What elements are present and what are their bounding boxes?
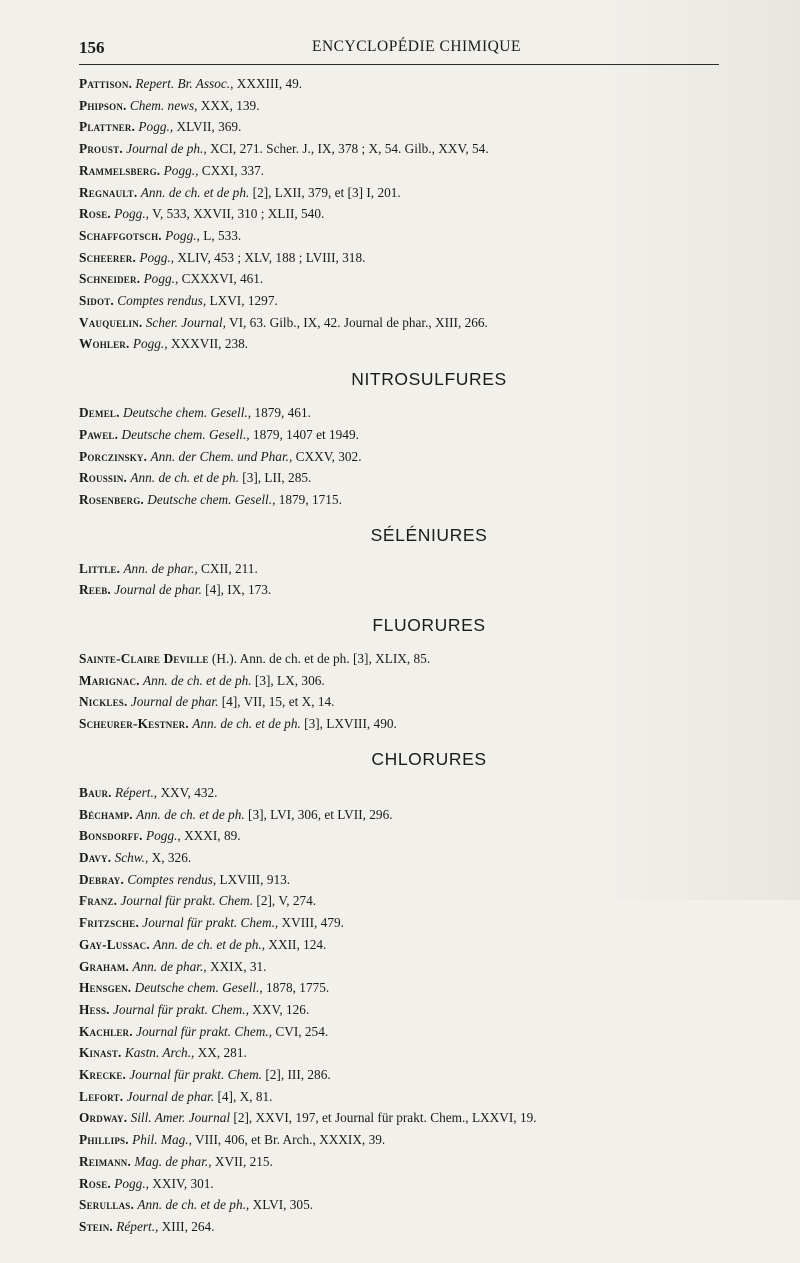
reference-entry [79, 1194, 719, 1216]
author-name: Nickles. [79, 694, 128, 710]
journal-reference: Pogg., [146, 828, 181, 844]
author-name: Baur. [79, 784, 112, 800]
reference-entry [79, 934, 719, 956]
author-name: Reimann. [79, 1153, 132, 1169]
author-name: Bonsdorff. [79, 828, 143, 844]
citation-detail: 1878, 1775. [262, 980, 330, 996]
citation-detail: (H.). Ann. de ch. et de ph. [3], XLIX, 85. [211, 651, 431, 667]
reference-entry [79, 977, 719, 999]
citation-detail: CXII, 211. [197, 560, 258, 576]
reference-entry [79, 1129, 719, 1151]
journal-reference: Pogg., [143, 271, 179, 287]
author-name: Roussin. [79, 470, 128, 486]
author-name: Little. [79, 560, 121, 576]
journal-reference: Chem. news, [129, 97, 198, 113]
author-name: Krecke. [79, 1067, 127, 1083]
page-number: 156 [79, 38, 105, 57]
section-title: NITROSULFURES [351, 369, 507, 390]
citation-detail: [2], V, 274. [253, 893, 317, 909]
journal-reference: Ann. de ch. et de ph. [136, 806, 245, 822]
author-name: Gay-Lussac. [79, 936, 150, 952]
author-name: Kachler. [79, 1023, 133, 1039]
reference-entry [79, 825, 719, 847]
reference-entry [79, 956, 719, 978]
journal-reference: Schw., [114, 849, 149, 865]
reference-entry [79, 1107, 719, 1129]
journal-reference: Deutsche chem. Gesell., [122, 405, 252, 421]
author-name: Proust. [79, 141, 123, 157]
journal-reference: Deutsche chem. Gesell., [147, 491, 276, 507]
journal-reference: Journal de phar. [114, 582, 202, 598]
author-name: Rose. [79, 206, 111, 222]
journal-reference: Journal für prakt. Chem., [136, 1023, 273, 1039]
author-name: Graham. [79, 958, 130, 974]
author-name: Stein. [79, 1218, 113, 1234]
journal-reference: Ann. de ch. et de ph. [140, 184, 250, 200]
journal-reference: Pogg., [139, 249, 175, 265]
reference-entry [79, 847, 719, 869]
author-name: Pawel. [79, 426, 119, 442]
reference-entry [79, 648, 719, 670]
citation-detail: XXIV, 301. [148, 1175, 214, 1191]
section-block [79, 73, 719, 355]
journal-reference: Pogg., [114, 1175, 149, 1191]
author-name: Kinast. [79, 1045, 122, 1061]
citation-detail: [2], III, 286. [262, 1067, 331, 1083]
citation-detail: [4], VII, 15, et X, 14. [218, 694, 335, 710]
citation-detail: [4], X, 81. [214, 1088, 273, 1104]
author-name: Sainte-Claire Deville [79, 651, 209, 667]
reference-entry [79, 160, 719, 182]
author-name: Phipson. [79, 97, 127, 113]
section-title: FLUORURES [372, 615, 486, 636]
author-name: Plattner. [79, 119, 136, 135]
journal-reference: Sill. Amer. Journal [130, 1110, 231, 1126]
author-name: Hensgen. [79, 980, 132, 996]
citation-detail: [2], LXII, 379, et [3] I, 201. [249, 184, 401, 200]
citation-detail: XXXI, 89. [180, 828, 241, 844]
reference-entry [79, 999, 719, 1021]
author-name: Wohler. [79, 336, 130, 352]
journal-reference: Pogg., [138, 119, 174, 135]
journal-reference: Ann. de ch. et de ph., [137, 1197, 250, 1213]
author-name: Regnault. [79, 184, 138, 200]
reference-entry [79, 446, 719, 468]
journal-reference: Journal de phar. [126, 1088, 215, 1104]
citation-detail: XIII, 264. [158, 1218, 215, 1234]
journal-reference: Ann. de ch. et de ph. [130, 470, 239, 486]
reference-entry [79, 268, 719, 290]
citation-detail: [2], XXVI, 197, et Journal für prakt. Chem., LXXVI, 19. [230, 1110, 537, 1126]
reference-entry [79, 1216, 719, 1238]
reference-entry [79, 182, 719, 204]
reference-entry [79, 1021, 719, 1043]
reference-entry [79, 73, 719, 95]
page [79, 36, 719, 1238]
journal-reference: Comptes rendus, [117, 293, 207, 309]
reference-entry [79, 890, 719, 912]
reference-entry [79, 579, 719, 601]
journal-reference: Mag. de phar., [134, 1153, 212, 1169]
reference-entry [79, 1042, 719, 1064]
reference-entry [79, 912, 719, 934]
citation-detail: [3], LX, 306. [251, 672, 325, 688]
reference-entry [79, 670, 719, 692]
reference-entry [79, 1173, 719, 1195]
bibliography-content [79, 73, 719, 1238]
citation-detail: V, 533, XXVII, 310 ; XLII, 540. [148, 206, 325, 222]
section-title: SÉLÉNIURES [370, 524, 488, 545]
author-name: Scheerer. [79, 249, 137, 265]
author-name: Lefort. [79, 1088, 124, 1104]
running-title: ENCYCLOPÉDIE CHIMIQUE [312, 38, 521, 55]
section-block [79, 525, 719, 601]
citation-detail: XX, 281. [194, 1045, 247, 1061]
journal-reference: Pogg., [165, 227, 200, 243]
section-block [79, 615, 719, 735]
reference-entry [79, 116, 719, 138]
citation-detail: X, 326. [148, 849, 192, 865]
author-name: Rammelsberg. [79, 162, 161, 178]
reference-entry [79, 804, 719, 826]
citation-detail: LXVI, 1297. [206, 293, 278, 309]
journal-reference: Journal für prakt. Chem. [120, 893, 254, 909]
author-name: Ordway. [79, 1110, 128, 1126]
journal-reference: Repert. Br. Assoc., [135, 76, 234, 91]
citation-detail: XLVII, 369. [173, 119, 242, 135]
author-name: Pattison. [79, 76, 133, 91]
citation-detail: XLIV, 453 ; XLV, 188 ; LVIII, 318. [174, 249, 366, 265]
journal-reference: Ann. de phar., [123, 560, 198, 576]
citation-detail: XXXVII, 238. [167, 336, 249, 352]
author-name: Fritzsche. [79, 915, 139, 931]
section-block [79, 369, 719, 511]
author-name: Sidot. [79, 293, 114, 309]
citation-detail: XXX, 139. [197, 97, 260, 113]
reference-entry [79, 333, 719, 355]
author-name: Demel. [79, 405, 120, 421]
reference-entry [79, 424, 719, 446]
journal-reference: Phil. Mag., [132, 1132, 192, 1148]
page-header [79, 36, 719, 65]
author-name: Schneider. [79, 271, 141, 287]
author-name: Reeb. [79, 582, 111, 598]
reference-entry [79, 312, 719, 334]
reference-entry [79, 95, 719, 117]
reference-entry [79, 290, 719, 312]
journal-reference: Ann. de ch. et de ph. [143, 672, 252, 688]
reference-entry [79, 691, 719, 713]
reference-entry [79, 225, 719, 247]
citation-detail: CXXXVI, 461. [178, 271, 264, 287]
reference-entry [79, 247, 719, 269]
journal-reference: Pogg., [132, 336, 168, 352]
citation-detail: XVIII, 479. [278, 915, 344, 931]
section-block [79, 749, 719, 1238]
journal-reference: Répert., [116, 1218, 159, 1234]
citation-detail: CXXI, 337. [198, 162, 265, 178]
citation-detail: LXVIII, 913. [216, 871, 291, 887]
reference-entry [79, 869, 719, 891]
reference-entry [79, 489, 719, 511]
citation-detail: XXII, 124. [265, 936, 327, 952]
citation-detail: VIII, 406, et Br. Arch., XXXIX, 39. [191, 1132, 386, 1148]
author-name: Rose. [79, 1175, 111, 1191]
journal-reference: Kastn. Arch., [124, 1045, 195, 1061]
reference-entry [79, 713, 719, 735]
citation-detail: L, 533. [199, 227, 242, 243]
citation-detail: CXXV, 302. [292, 448, 362, 464]
author-name: Debray. [79, 871, 125, 887]
reference-entry [79, 558, 719, 580]
author-name: Rosenberg. [79, 491, 144, 507]
author-name: Porczinsky. [79, 448, 148, 464]
journal-reference: Journal de phar. [130, 694, 219, 710]
citation-detail: 1879, 461. [251, 405, 311, 421]
citation-detail: XVII, 215. [211, 1153, 273, 1169]
journal-reference: Pogg., [114, 206, 149, 222]
citation-detail: XXIX, 31. [206, 958, 267, 974]
author-name: Serullas. [79, 1197, 135, 1213]
author-name: Vauquelin. [79, 314, 143, 330]
citation-detail: [4], IX, 173. [201, 582, 272, 598]
section-title: CHLORURES [371, 748, 487, 769]
journal-reference: Répert., [115, 784, 158, 800]
citation-detail: XCI, 271. Scher. J., IX, 378 ; X, 54. Gilb., XXV, 54. [206, 141, 489, 157]
citation-detail: [3], LII, 285. [238, 470, 312, 486]
journal-reference: Ann. de ch. et de ph., [153, 936, 266, 952]
citation-detail: [3], LVI, 306, et LVII, 296. [244, 806, 393, 822]
journal-reference: Journal de ph., [126, 141, 207, 157]
reference-entry [79, 1064, 719, 1086]
reference-entry [79, 1151, 719, 1173]
journal-reference: Scher. Journal, [145, 314, 226, 330]
citation-detail: XXV, 432. [157, 784, 218, 800]
author-name: Davy. [79, 849, 112, 865]
journal-reference: Ann. de ch. et de ph. [192, 716, 301, 732]
citation-detail: XXV, 126. [248, 1001, 310, 1017]
citation-detail: XLVI, 305. [249, 1197, 314, 1213]
reference-entry [79, 467, 719, 489]
author-name: Schaffgotsch. [79, 227, 162, 243]
author-name: Marignac. [79, 672, 140, 688]
citation-detail: CVI, 254. [272, 1023, 329, 1039]
journal-reference: Ann. de phar., [132, 958, 207, 974]
journal-reference: Ann. der Chem. und Phar., [150, 448, 293, 464]
journal-reference: Journal für prakt. Chem. [129, 1067, 262, 1083]
journal-reference: Journal für prakt. Chem., [142, 915, 279, 931]
author-name: Franz. [79, 893, 118, 909]
reference-entry [79, 1086, 719, 1108]
citation-detail: [3], LXVIII, 490. [300, 716, 397, 732]
reference-entry [79, 138, 719, 160]
author-name: Phillips. [79, 1132, 129, 1148]
citation-detail: 1879, 1715. [275, 491, 342, 507]
author-name: Hess. [79, 1001, 110, 1017]
journal-reference: Deutsche chem. Gesell., [121, 426, 250, 442]
author-name: Scheurer-Kestner. [79, 716, 189, 732]
journal-reference: Comptes rendus, [127, 871, 217, 887]
author-name: Béchamp. [79, 806, 133, 822]
journal-reference: Deutsche chem. Gesell., [134, 980, 263, 996]
journal-reference: Journal für prakt. Chem., [113, 1001, 249, 1017]
citation-detail: VI, 63. Gilb., IX, 42. Journal de phar., XIII, 266. [225, 314, 488, 330]
journal-reference: Pogg., [163, 162, 199, 178]
citation-detail: XXXIII, 49. [233, 76, 303, 91]
reference-entry [79, 782, 719, 804]
reference-entry [79, 203, 719, 225]
citation-detail: 1879, 1407 et 1949. [249, 426, 359, 442]
reference-entry [79, 402, 719, 424]
